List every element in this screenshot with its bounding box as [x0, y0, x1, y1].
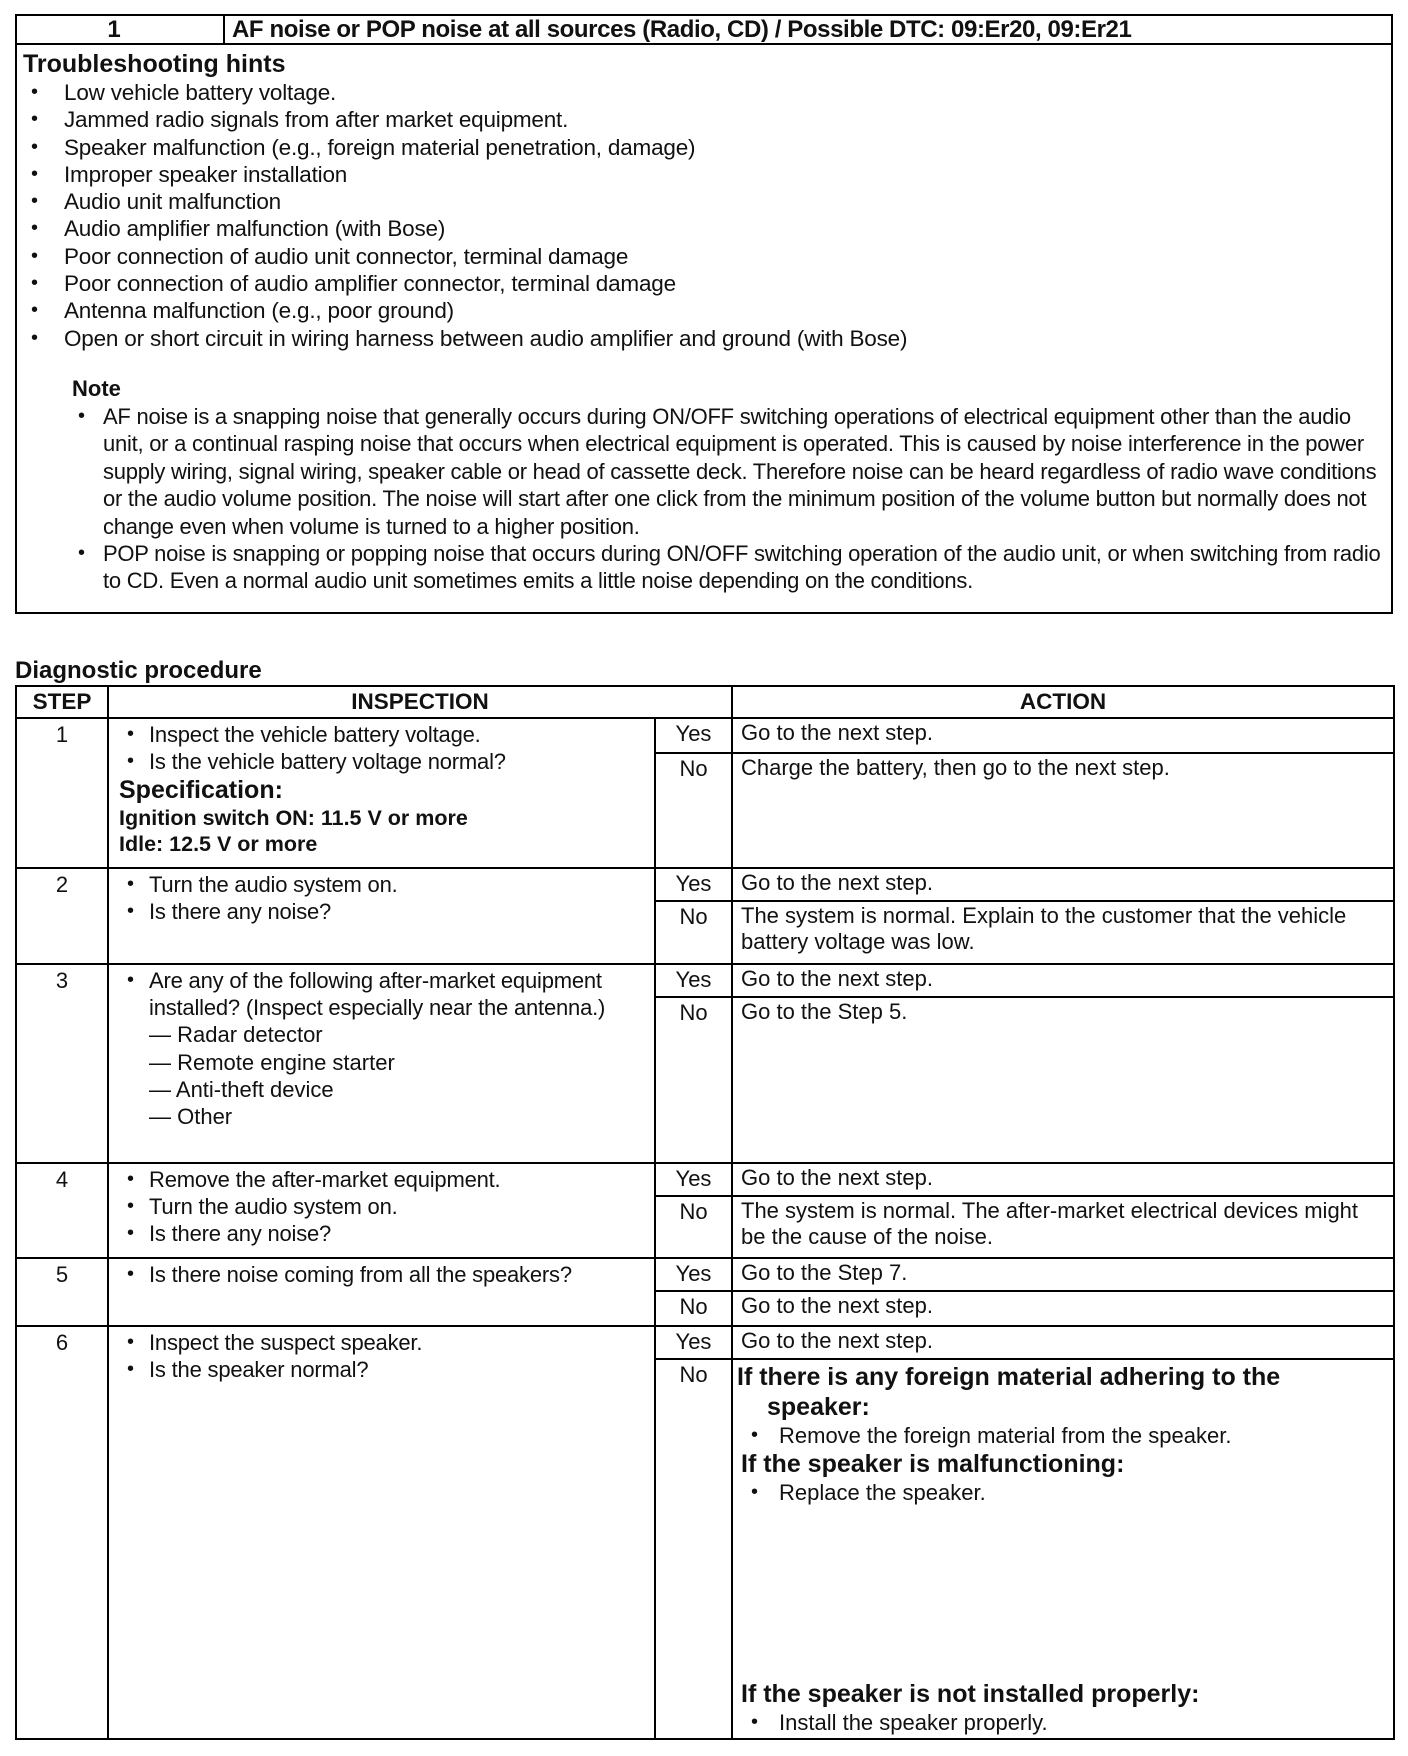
- inspection-cell: [108, 718, 655, 868]
- note-title: Note: [72, 375, 121, 401]
- yes-action: Go to the next step.: [732, 868, 1394, 901]
- inspection-item: • Is the speaker normal?: [119, 1356, 646, 1383]
- condition-heading-text: If there is any foreign material adhering to the speaker:: [737, 1363, 1281, 1421]
- note-item: • AF noise is a snapping noise that generally occurs during ON/OFF switching operations of electrical equipment other than the audio unit, or a continual rasping noise that occurs when electrical equipment is operated. This is caused by noise interference in the power supply wiring, signal wiring, speaker cable or head of cassette deck. Therefore noise can be heard regardless of radio wave conditions or the audio volume position. The noise will start after one click from the minimum position of the volume button but normally does not change even when volume is turned to a higher position.: [72, 403, 1381, 540]
- inspection-cell: [108, 1258, 655, 1326]
- action-item: • Install the speaker properly.: [741, 1709, 1385, 1736]
- inspection-cell: [108, 1326, 655, 1739]
- column-header-step: STEP: [16, 686, 108, 718]
- condition-heading: If the speaker is not installed properly:: [741, 1680, 1200, 1708]
- hint-item: • Poor connection of audio unit connector, terminal damage: [23, 243, 1381, 270]
- inspection-item: • Is there noise coming from all the speakers?: [119, 1261, 646, 1288]
- yes-label: Yes: [655, 1326, 732, 1359]
- equipment-item: — Radar detector: [149, 1022, 323, 1048]
- specification-title: Specification:: [119, 776, 283, 805]
- table-row: [16, 964, 1394, 997]
- action-item: • Remove the foreign material from the speaker.: [741, 1422, 1385, 1449]
- step-number: 5: [16, 1258, 108, 1326]
- note-item: • POP noise is snapping or popping noise that occurs during ON/OFF switching operation of the audio unit, or when switching from radio to CD. Even a normal audio unit sometimes emits a little noise depending on the conditions.: [72, 540, 1381, 595]
- procedure-number: 1: [17, 16, 225, 43]
- diagnostic-procedure-title: Diagnostic procedure: [15, 657, 262, 684]
- yes-label: Yes: [655, 718, 732, 753]
- no-action: The system is normal. Explain to the customer that the vehicle battery voltage was low.: [732, 901, 1394, 964]
- step-number: 1: [16, 718, 108, 868]
- step-number: 3: [16, 964, 108, 1163]
- yes-label: Yes: [655, 1258, 732, 1291]
- yes-action: Go to the Step 7.: [732, 1258, 1394, 1291]
- column-header-inspection: INSPECTION: [108, 686, 732, 718]
- table-row: [16, 1258, 1394, 1291]
- inspection-item: • Is the vehicle battery voltage normal?: [119, 748, 646, 775]
- yes-action: Go to the next step.: [732, 964, 1394, 997]
- no-label: No: [655, 753, 732, 868]
- procedure-title: AF noise or POP noise at all sources (Radio, CD) / Possible DTC: 09:Er20, 09:Er21: [232, 15, 1132, 43]
- yes-label: Yes: [655, 1163, 732, 1196]
- hint-item: • Audio unit malfunction: [23, 188, 1381, 215]
- no-action: Charge the battery, then go to the next step.: [732, 753, 1394, 868]
- hint-item: • Poor connection of audio amplifier connector, terminal damage: [23, 270, 1381, 297]
- equipment-item: — Other: [149, 1104, 233, 1130]
- no-action: The system is normal. The after-market electrical devices might be the cause of the noise.: [732, 1196, 1394, 1258]
- yes-action: Go to the next step.: [732, 1326, 1394, 1359]
- table-row: [16, 868, 1394, 901]
- equipment-item: — Anti-theft device: [149, 1076, 334, 1102]
- yes-label: Yes: [655, 868, 732, 901]
- troubleshooting-hints-box: [15, 45, 1393, 614]
- specification-line: Ignition switch ON: 11.5 V or more: [119, 806, 468, 831]
- hints-list: [23, 79, 1381, 352]
- inspection-cell: [108, 1163, 655, 1258]
- no-label: No: [655, 901, 732, 964]
- inspection-item: • Are any of the following after-market equipment installed? (Inspect especially near the antenna.): [119, 967, 646, 1021]
- action-item: • Replace the speaker.: [741, 1479, 1385, 1506]
- condition-heading: If the speaker is malfunctioning:: [741, 1450, 1125, 1478]
- table-header-row: [16, 686, 1394, 718]
- no-label: No: [655, 1359, 732, 1739]
- yes-label: Yes: [655, 964, 732, 997]
- hint-item: • Audio amplifier malfunction (with Bose): [23, 215, 1381, 242]
- hint-item: • Open or short circuit in wiring harness between audio amplifier and ground (with Bose): [23, 325, 1381, 352]
- step-number: 6: [16, 1326, 108, 1739]
- hints-title: Troubleshooting hints: [23, 50, 286, 78]
- no-action: Go to the next step.: [732, 1291, 1394, 1326]
- step-number: 4: [16, 1163, 108, 1258]
- inspection-item: • Inspect the vehicle battery voltage.: [119, 721, 646, 748]
- diagnostic-table: [15, 685, 1395, 1740]
- no-action-cell: [732, 1359, 1394, 1739]
- inspection-cell: [108, 868, 655, 964]
- inspection-item: • Inspect the suspect speaker.: [119, 1329, 646, 1356]
- no-label: No: [655, 997, 732, 1163]
- no-label: No: [655, 1291, 732, 1326]
- table-row: [16, 718, 1394, 753]
- no-label: No: [655, 1196, 732, 1258]
- step-number: 2: [16, 868, 108, 964]
- procedure-header: [15, 14, 1393, 45]
- inspection-item: • Turn the audio system on.: [119, 1193, 646, 1220]
- inspection-item: • Remove the after-market equipment.: [119, 1166, 646, 1193]
- hint-item: • Low vehicle battery voltage.: [23, 79, 1381, 106]
- yes-action: Go to the next step.: [732, 718, 1394, 753]
- condition-heading: [737, 1362, 1385, 1422]
- note-list: [23, 403, 1381, 595]
- column-header-action: ACTION: [732, 686, 1394, 718]
- no-action: Go to the Step 5.: [732, 997, 1394, 1163]
- hint-item: • Antenna malfunction (e.g., poor ground): [23, 297, 1381, 324]
- hint-item: • Improper speaker installation: [23, 161, 1381, 188]
- table-row: [16, 1326, 1394, 1359]
- last-condition-block: [741, 1679, 1385, 1736]
- yes-action: Go to the next step.: [732, 1163, 1394, 1196]
- inspection-item: • Turn the audio system on.: [119, 871, 646, 898]
- document-page: [15, 14, 1393, 1740]
- hint-item: • Speaker malfunction (e.g., foreign material penetration, damage): [23, 134, 1381, 161]
- equipment-item: — Remote engine starter: [149, 1049, 395, 1075]
- inspection-cell: [108, 964, 655, 1163]
- inspection-item: • Is there any noise?: [119, 1220, 646, 1247]
- table-row: [16, 1163, 1394, 1196]
- hint-item: • Jammed radio signals from after market equipment.: [23, 106, 1381, 133]
- inspection-item: • Is there any noise?: [119, 898, 646, 925]
- specification-line: Idle: 12.5 V or more: [119, 832, 318, 857]
